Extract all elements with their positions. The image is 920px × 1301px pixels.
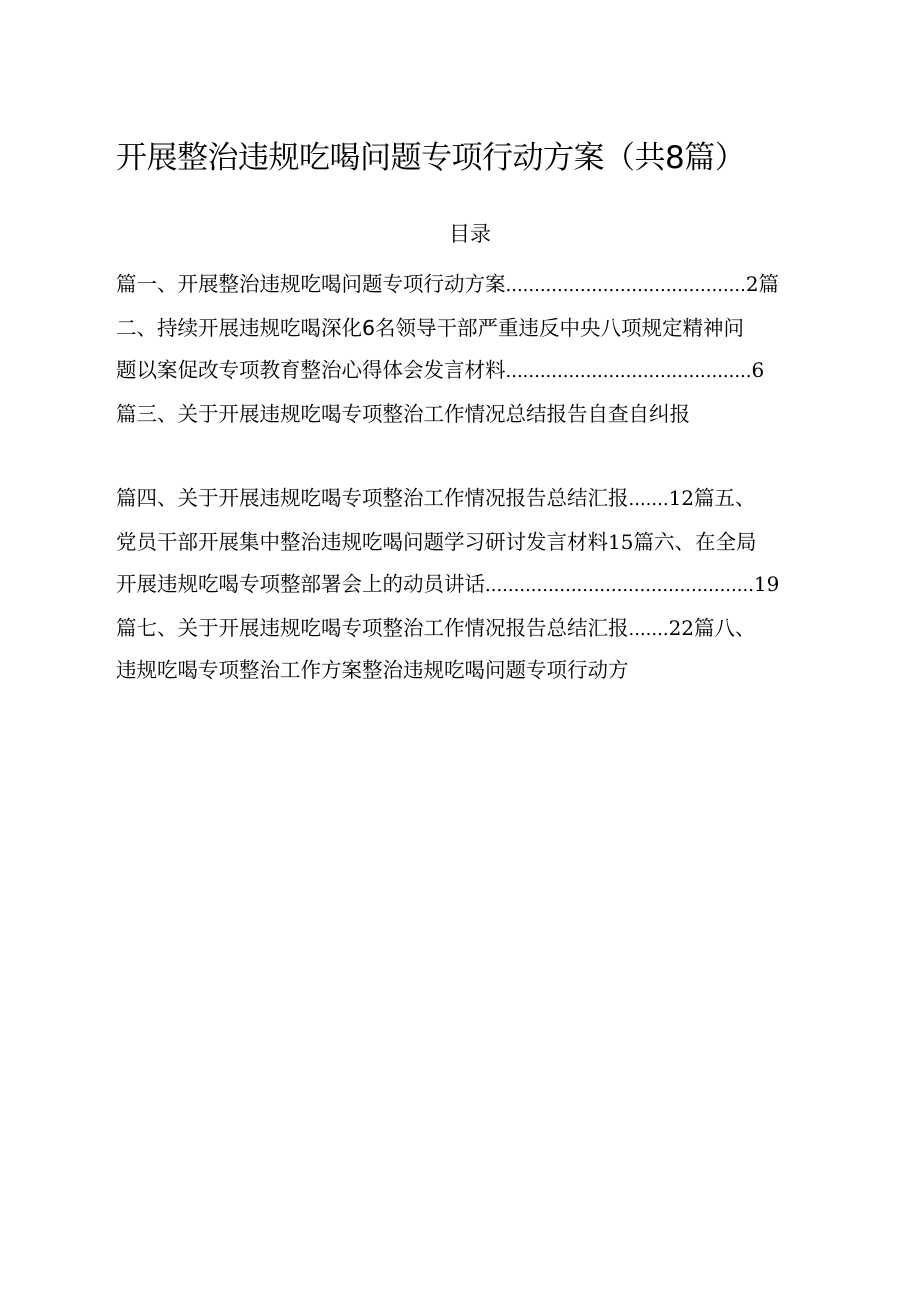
toc-entry-tail: 篇 bbox=[758, 272, 780, 296]
toc-leader-dots: ............................................... bbox=[485, 575, 754, 596]
toc-line-4 bbox=[116, 398, 828, 430]
document-title: 开展整治违规吃喝问题专项行动方案（共8篇） bbox=[116, 140, 746, 176]
toc-leader-dots: ....... bbox=[628, 619, 669, 640]
toc-line-6 bbox=[116, 526, 828, 560]
toc-entry-text: 篇三、关于开展违规吃喝专项整治工作情况总结报告自查自纠报 bbox=[116, 402, 690, 426]
toc-page-number: 12 bbox=[668, 486, 695, 510]
toc-entry-tail: 篇五、 bbox=[694, 486, 756, 510]
toc-entry-text: 违规吃喝专项整治工作方案整治违规吃喝问题专项行动方 bbox=[116, 658, 629, 682]
toc-line-9 bbox=[116, 654, 828, 686]
toc-leader-dots: .......................................... bbox=[505, 275, 746, 296]
toc-heading: 目录 bbox=[449, 222, 491, 246]
toc-entry-text: 党员干部开展集中整治违规吃喝问题学习研讨发言材料 bbox=[116, 530, 608, 554]
toc-line-1 bbox=[116, 268, 828, 302]
toc-page-number: 22 bbox=[668, 616, 695, 640]
toc-line-5 bbox=[116, 482, 828, 516]
toc-entry-tail: 篇八、 bbox=[694, 616, 756, 640]
toc-page-number: 6 bbox=[751, 358, 765, 382]
toc-line-8 bbox=[116, 612, 828, 646]
toc-entry-text: 篇一、开展整治违规吃喝问题专项行动方案 bbox=[116, 272, 506, 296]
toc-line-2 bbox=[116, 312, 828, 344]
toc-leader-dots: ....... bbox=[628, 489, 669, 510]
toc-leader-dots: ........................................... bbox=[505, 361, 752, 382]
toc-page-number: 15 bbox=[608, 530, 634, 554]
toc-line-7 bbox=[116, 568, 828, 602]
toc-page-number: 19 bbox=[753, 572, 780, 596]
toc-entry-text: 篇七、关于开展违规吃喝专项整治工作情况报告总结汇报 bbox=[116, 616, 629, 640]
toc-entry-text: 题以案促改专项教育整治心得体会发言材料 bbox=[116, 358, 506, 382]
toc-entry-text: 篇四、关于开展违规吃喝专项整治工作情况报告总结汇报 bbox=[116, 486, 629, 510]
toc-line-3 bbox=[116, 354, 828, 388]
toc-entry-tail: 篇六、在全局 bbox=[633, 530, 757, 554]
toc-page-number: 2 bbox=[745, 272, 759, 296]
toc-entry-text: 二、持续开展违规吃喝深化6名领导干部严重违反中央八项规定精神问 bbox=[116, 316, 745, 340]
toc-entry-text: 开展违规吃喝专项整部署会上的动员讲话 bbox=[116, 572, 485, 596]
